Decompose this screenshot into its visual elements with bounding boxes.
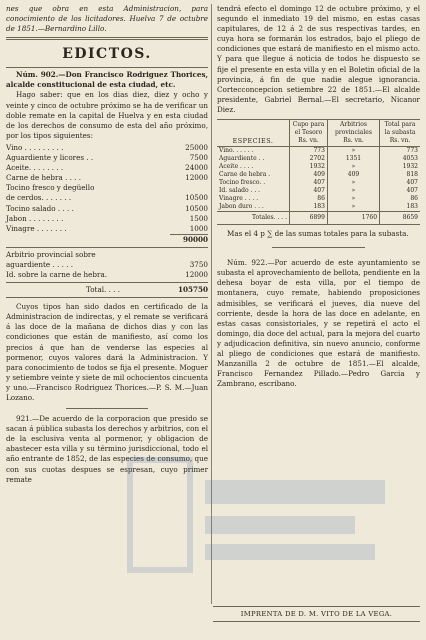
price-row: Vino . . . . . . . . . 25000 [6, 142, 208, 152]
edict-921-continuation: tendrá efecto el domingo 12 de octubre próximo, y el segundo el inmediato 19 del mismo, en estas casas capitulares, de 12 á 2 de sus respectivas tardes, en cuya hora se formarán los estrados, bajo el pliego de condiciones que estará de manifiesto en el mismo acto. Y para que llegue á noticia de todos he dispuesto se fije el presente en esta villa y en el Boletin oficial de la provincia, á fin de que nadie alegue ignorancia. Cortecconcepcion setiembre 22 de 1851.—El alcalde presidente, Gabriel Bernal.—El secretario, Nicanor Diez. [217, 4, 420, 114]
columns [6, 4, 420, 485]
table-header-row [217, 120, 420, 147]
table-header: Total para la subasta Rs. vn. [380, 120, 420, 147]
subtotal-row: 90000 [6, 234, 208, 245]
table-row: Id. salado . . . 407 » 407 [219, 187, 418, 195]
price-row: Jabon . . . . . . . . 1500 [6, 213, 208, 223]
price-row: Aceite. . . . . . . . 24000 [6, 163, 208, 173]
edict-902-body: Hago saber: que en los dias diez, diez y ocho y veinte y cinco de octubre próximo se ha de verificar un doble remate en la capital de Huelva y en esta ciudad de los derechos de consumo de esta del año próximo, por los tipos siguientes: [6, 90, 208, 140]
price-row: Carne de hebra . . . . 12000 [6, 173, 208, 183]
table-row: Aguardiente . . 2702 1351 4053 [219, 155, 418, 163]
section-title: EDICTOS. [62, 46, 152, 63]
table-header: Arbitrios provinciales Rs. vn. [327, 120, 379, 147]
table-row: Carne de hebra . 409 409 818 [219, 171, 418, 179]
section-rule [6, 37, 208, 40]
table-total-row: Totales. . . . 6899 1760 8659 [217, 212, 420, 225]
price-row: Tocino salado . . . . 10500 [6, 203, 208, 213]
total-rule-bottom [6, 297, 208, 298]
right-column [217, 4, 420, 485]
edict-902-closing: Cuyos tipos han sido dados en certificado de la Administracion de indirectas, y el remate se verificará á las doce de la mañana de dichos dias y con las condiciones que están de manifiesto, así como los precios á que han de venderse las especies al pormenor, cuyos valores dará la Administracion. Y para conocimiento de todos se fija el presente. Moguer y setiembre veinte y siete de mil ochocientos cincuenta y uno.—Francisco Rodriguez Thorices.—P. S. M.—Juan Lozano. [6, 302, 209, 402]
table-row: Jabon duro . . . 183 » 183 [219, 203, 418, 211]
total-row: Total. . . . 105750 [86, 285, 208, 295]
table-row: Tocino fresco. . 407 » 407 [219, 179, 418, 187]
table-header: Cupo para el Tesoro Rs. vn. [290, 120, 328, 147]
left-column [6, 4, 208, 485]
edict-separator [272, 247, 365, 248]
price-list [6, 143, 208, 298]
edict-922-text: Núm. 922.—Por acuerdo de este ayuntamiento se subasta el aprovechamiento de bellota, pendiente en la dehesa boyar de esta villa, por el tiempo de montanera, cuyo remate, habiendo proposiciones admisibles, se verificará el jueves, dia nueve del corriente, desde la hora de las doce en adelante, en estas casas consistoriales, y se repetirá el acto el domingo, dia doce del actual, para la mejora del cuarto y adjudicacion definitiva, sin nuevo anuncio, conforme al pliego de condiciones que estará de manifiesto. Manzanilla 2 de octubre de 1851.—El alcalde, Francisco Fernandez Pillado.—Pedro Garcia y Zambrano, escribano. [217, 258, 420, 389]
edict-separator [66, 408, 148, 409]
arbitrio-row: Arbitrio provincial sobre [6, 249, 96, 259]
intro-text: nes que obra en esta Administracion, para conocimiento de los licitadores. Huelva 7 de octubre de 1851.—Bernardino Lillo. [6, 4, 208, 34]
price-row: Vinagre . . . . . . . 1000 [6, 223, 208, 233]
price-row: Aguardiente y licores . . 7500 [6, 153, 208, 163]
table-row: Aceite . . . . 1932 » 1932 [219, 163, 418, 171]
price-rule [6, 247, 208, 248]
table-row: Vino. . . . . . 773 » 773 [219, 147, 418, 155]
price-row: Tocino fresco y degüello [6, 183, 95, 193]
title-rule [6, 67, 208, 68]
especies-table [217, 119, 420, 225]
column-divider [211, 4, 212, 604]
table-header: ESPECIES. [217, 120, 290, 147]
table-row: Vinagre . . . . 86 » 86 [219, 195, 418, 203]
printer-footer: IMPRENTA DE D. M. VITO DE LA VEGA. [213, 606, 420, 622]
edict-902-head: Núm. 902.—Don Francisco Rodriguez Thorices, alcalde constitucional de esta ciudad, etc. [6, 70, 208, 90]
subasta-note: Mas el 4 p ∑ de las sumas totales para la subasta. [227, 229, 409, 239]
arbitrio-row: Id. sobre la carne de hebra. 12000 [6, 270, 208, 280]
price-row: de cerdos. . . . . . . 10500 [6, 193, 208, 203]
arbitrio-row: aguardiente . . . . . 3750 [6, 259, 208, 269]
edict-921-text: 921.—De acuerdo de la corporacion que presido se sacan á pública subasta los derechos y arbitrios, con el de la esclusiva venta al pormenor, y obligacion de abastecer esta villa y su término jurisdiccional, todo el año entrante de 1852, de las especies de consumo, que con sus cuotas despues se espresan, cuyo primer remate [6, 414, 208, 484]
total-rule [6, 282, 208, 283]
